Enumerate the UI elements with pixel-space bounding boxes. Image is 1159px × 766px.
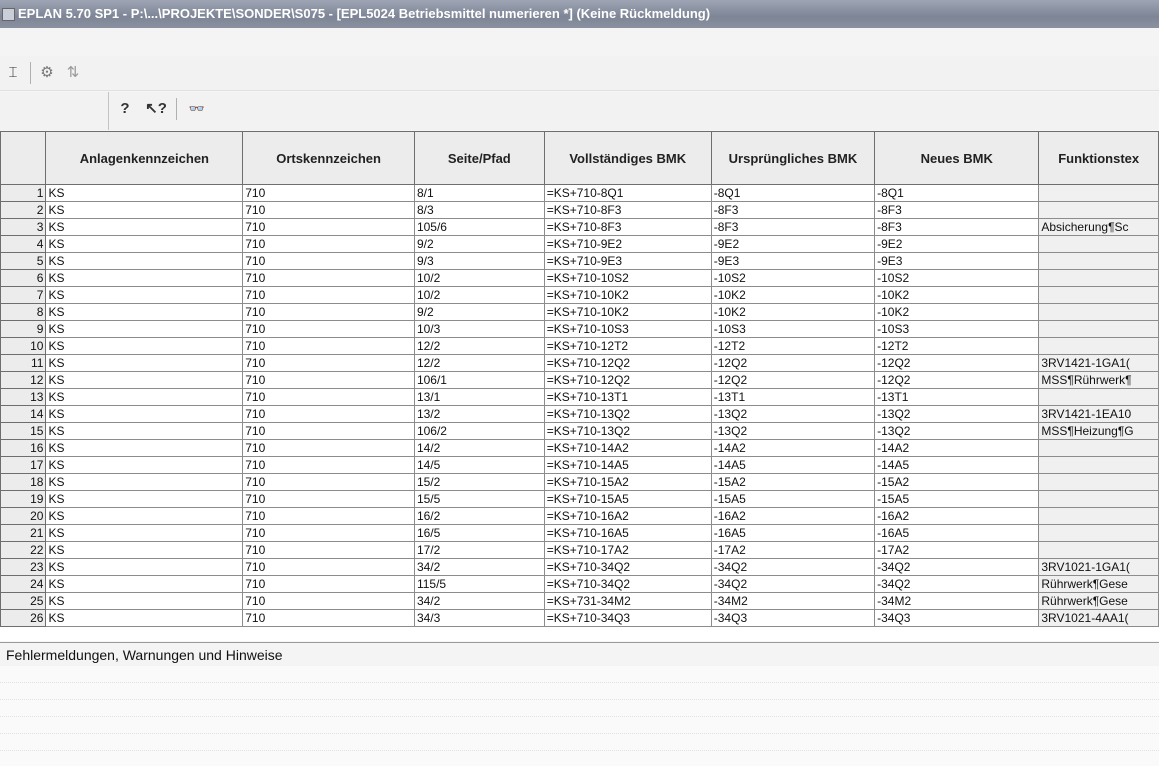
cell-voll[interactable]: =KS+710-10S3	[544, 321, 711, 338]
cell-urspr[interactable]: -10S3	[711, 321, 874, 338]
column-header-voll[interactable]: Vollständiges BMK	[544, 132, 711, 185]
cell-voll[interactable]: =KS+710-34Q3	[544, 610, 711, 627]
cell-anlage[interactable]: KS	[46, 338, 243, 355]
cell-ort[interactable]: 710	[243, 457, 415, 474]
cell-anlage[interactable]: KS	[46, 525, 243, 542]
cell-urspr[interactable]: -14A2	[711, 440, 874, 457]
cell-voll[interactable]: =KS+710-8F3	[544, 219, 711, 236]
cell-voll[interactable]: =KS+710-10K2	[544, 304, 711, 321]
cell-voll[interactable]: =KS+710-9E2	[544, 236, 711, 253]
row-number[interactable]: 10	[1, 338, 46, 355]
cell-seite[interactable]: 16/5	[414, 525, 544, 542]
cell-voll[interactable]: =KS+710-12T2	[544, 338, 711, 355]
cell-func[interactable]: Absicherung¶Sc	[1039, 219, 1159, 236]
cell-neu[interactable]: -8F3	[875, 219, 1039, 236]
column-header-ort[interactable]: Ortskennzeichen	[243, 132, 415, 185]
cell-func[interactable]	[1039, 185, 1159, 202]
cell-anlage[interactable]: KS	[46, 593, 243, 610]
row-number[interactable]: 2	[1, 202, 46, 219]
cell-seite[interactable]: 106/1	[414, 372, 544, 389]
cell-urspr[interactable]: -10K2	[711, 287, 874, 304]
cell-voll[interactable]: =KS+710-15A5	[544, 491, 711, 508]
cell-anlage[interactable]: KS	[46, 304, 243, 321]
cell-voll[interactable]: =KS+710-12Q2	[544, 372, 711, 389]
cell-urspr[interactable]: -34Q3	[711, 610, 874, 627]
cell-anlage[interactable]: KS	[46, 372, 243, 389]
table-row[interactable]	[1, 508, 1159, 525]
column-header-func[interactable]: Funktionstex	[1039, 132, 1159, 185]
column-header-seite[interactable]: Seite/Pfad	[414, 132, 544, 185]
cell-anlage[interactable]: KS	[46, 236, 243, 253]
cell-anlage[interactable]: KS	[46, 440, 243, 457]
row-number[interactable]: 1	[1, 185, 46, 202]
menu-bar	[0, 28, 1159, 56]
cell-voll[interactable]: =KS+710-17A2	[544, 542, 711, 559]
cell-urspr[interactable]: -15A2	[711, 474, 874, 491]
row-number[interactable]: 5	[1, 253, 46, 270]
cell-func[interactable]: MSS¶Heizung¶G	[1039, 423, 1159, 440]
cell-anlage[interactable]: KS	[46, 406, 243, 423]
cell-ort[interactable]: 710	[243, 576, 415, 593]
table-row[interactable]	[1, 576, 1159, 593]
cell-neu[interactable]: -14A2	[875, 440, 1039, 457]
table-row[interactable]	[1, 338, 1159, 355]
cell-anlage[interactable]: KS	[46, 559, 243, 576]
cell-voll[interactable]: =KS+710-8F3	[544, 202, 711, 219]
row-number[interactable]: 11	[1, 355, 46, 372]
cell-ort[interactable]: 710	[243, 338, 415, 355]
cell-voll[interactable]: =KS+710-13Q2	[544, 406, 711, 423]
cell-seite[interactable]: 9/2	[414, 236, 544, 253]
cell-func[interactable]: MSS¶Rührwerk¶	[1039, 372, 1159, 389]
row-number[interactable]: 7	[1, 287, 46, 304]
cell-ort[interactable]: 710	[243, 440, 415, 457]
cell-neu[interactable]: -10K2	[875, 287, 1039, 304]
cell-neu[interactable]: -17A2	[875, 542, 1039, 559]
cell-seite[interactable]: 12/2	[414, 338, 544, 355]
table-row[interactable]	[1, 270, 1159, 287]
table-row[interactable]	[1, 219, 1159, 236]
cell-seite[interactable]: 14/5	[414, 457, 544, 474]
cell-seite[interactable]: 8/3	[414, 202, 544, 219]
cell-voll[interactable]: =KS+710-14A2	[544, 440, 711, 457]
window-titlebar	[0, 0, 1159, 28]
cell-seite[interactable]: 16/2	[414, 508, 544, 525]
cell-func[interactable]	[1039, 321, 1159, 338]
table-row[interactable]	[1, 491, 1159, 508]
cell-seite[interactable]: 13/2	[414, 406, 544, 423]
table-row[interactable]	[1, 542, 1159, 559]
cell-neu[interactable]: -34M2	[875, 593, 1039, 610]
cell-anlage[interactable]: KS	[46, 253, 243, 270]
toolbar-top	[0, 56, 1159, 91]
cell-neu[interactable]: -16A5	[875, 525, 1039, 542]
cell-anlage[interactable]: KS	[46, 508, 243, 525]
table-row[interactable]	[1, 423, 1159, 440]
cell-func[interactable]	[1039, 542, 1159, 559]
cell-ort[interactable]: 710	[243, 423, 415, 440]
cell-urspr[interactable]: -15A5	[711, 491, 874, 508]
bmk-table	[0, 131, 1159, 627]
row-number[interactable]: 16	[1, 440, 46, 457]
cell-voll[interactable]: =KS+710-12Q2	[544, 355, 711, 372]
cell-voll[interactable]: =KS+710-9E3	[544, 253, 711, 270]
row-number[interactable]: 22	[1, 542, 46, 559]
row-number[interactable]: 18	[1, 474, 46, 491]
cell-voll[interactable]: =KS+710-10K2	[544, 287, 711, 304]
row-number[interactable]: 19	[1, 491, 46, 508]
cell-seite[interactable]: 8/1	[414, 185, 544, 202]
cell-func[interactable]	[1039, 304, 1159, 321]
cell-neu[interactable]: -9E2	[875, 236, 1039, 253]
cell-func[interactable]	[1039, 338, 1159, 355]
cell-ort[interactable]: 710	[243, 304, 415, 321]
cell-urspr[interactable]: -13T1	[711, 389, 874, 406]
toolbar-group-edge	[108, 92, 109, 130]
cell-func[interactable]	[1039, 474, 1159, 491]
cell-voll[interactable]: =KS+710-8Q1	[544, 185, 711, 202]
column-header-neu[interactable]: Neues BMK	[875, 132, 1039, 185]
cell-seite[interactable]: 10/2	[414, 287, 544, 304]
cell-func[interactable]: 3RV1021-4AA1(	[1039, 610, 1159, 627]
row-number[interactable]: 3	[1, 219, 46, 236]
cell-func[interactable]	[1039, 236, 1159, 253]
message-line	[0, 717, 1159, 734]
cell-seite[interactable]: 10/3	[414, 321, 544, 338]
cell-voll[interactable]: =KS+710-15A2	[544, 474, 711, 491]
cell-neu[interactable]: -8Q1	[875, 185, 1039, 202]
cell-urspr[interactable]: -12Q2	[711, 372, 874, 389]
cell-neu[interactable]: -13Q2	[875, 423, 1039, 440]
row-number[interactable]: 17	[1, 457, 46, 474]
cell-neu[interactable]: -8F3	[875, 202, 1039, 219]
table-row[interactable]	[1, 321, 1159, 338]
cell-ort[interactable]: 710	[243, 610, 415, 627]
cell-voll[interactable]: =KS+731-34M2	[544, 593, 711, 610]
cell-func[interactable]	[1039, 491, 1159, 508]
cell-ort[interactable]: 710	[243, 219, 415, 236]
cell-neu[interactable]: -34Q3	[875, 610, 1039, 627]
table-row[interactable]	[1, 185, 1159, 202]
cell-seite[interactable]: 17/2	[414, 542, 544, 559]
row-number[interactable]: 21	[1, 525, 46, 542]
cell-seite[interactable]: 9/3	[414, 253, 544, 270]
cell-urspr[interactable]: -9E3	[711, 253, 874, 270]
help-icon[interactable]: ?	[120, 100, 130, 117]
message-line	[0, 683, 1159, 700]
cell-func[interactable]	[1039, 270, 1159, 287]
cell-urspr[interactable]: -34M2	[711, 593, 874, 610]
cell-anlage[interactable]: KS	[46, 270, 243, 287]
cell-anlage[interactable]: KS	[46, 457, 243, 474]
table-row[interactable]	[1, 389, 1159, 406]
cell-ort[interactable]: 710	[243, 236, 415, 253]
cell-anlage[interactable]: KS	[46, 219, 243, 236]
cell-ort[interactable]: 710	[243, 270, 415, 287]
cell-seite[interactable]: 105/6	[414, 219, 544, 236]
cell-voll[interactable]: =KS+710-34Q2	[544, 576, 711, 593]
cell-func[interactable]	[1039, 253, 1159, 270]
cell-voll[interactable]: =KS+710-34Q2	[544, 559, 711, 576]
cell-func[interactable]	[1039, 389, 1159, 406]
messages-label: Fehlermeldungen, Warnungen und Hinweise	[6, 647, 283, 663]
cell-anlage[interactable]: KS	[46, 474, 243, 491]
cell-seite[interactable]: 115/5	[414, 576, 544, 593]
row-number[interactable]: 20	[1, 508, 46, 525]
message-line	[0, 734, 1159, 751]
cell-func[interactable]: 3RV1421-1GA1(	[1039, 355, 1159, 372]
row-number[interactable]: 9	[1, 321, 46, 338]
table-row[interactable]	[1, 474, 1159, 491]
message-line	[0, 700, 1159, 717]
cell-ort[interactable]: 710	[243, 287, 415, 304]
context-help-icon[interactable]: ↖?	[145, 100, 167, 117]
cell-func[interactable]	[1039, 202, 1159, 219]
cell-voll[interactable]: =KS+710-13Q2	[544, 423, 711, 440]
window-title: EPLAN 5.70 SP1 - P:\...\PROJEKTE\SONDER\S075 - [EPL5024 Betriebsmittel numerieren *] (Keine Rückmeldung)	[18, 6, 711, 21]
cell-seite[interactable]: 34/3	[414, 610, 544, 627]
table-row[interactable]	[1, 202, 1159, 219]
table-row[interactable]	[1, 559, 1159, 576]
cell-func[interactable]	[1039, 508, 1159, 525]
cell-anlage[interactable]: KS	[46, 355, 243, 372]
cell-voll[interactable]: =KS+710-13T1	[544, 389, 711, 406]
cell-seite[interactable]: 14/2	[414, 440, 544, 457]
message-line	[0, 666, 1159, 683]
cell-ort[interactable]: 710	[243, 185, 415, 202]
table-row[interactable]	[1, 593, 1159, 610]
cell-neu[interactable]: -9E3	[875, 253, 1039, 270]
cell-seite[interactable]: 15/5	[414, 491, 544, 508]
cell-neu[interactable]: -34Q2	[875, 576, 1039, 593]
cell-seite[interactable]: 9/2	[414, 304, 544, 321]
cell-neu[interactable]: -16A2	[875, 508, 1039, 525]
cell-ort[interactable]: 710	[243, 355, 415, 372]
toolbar-separator	[30, 62, 31, 84]
toolbar-help	[0, 92, 1159, 130]
table-row[interactable]	[1, 236, 1159, 253]
app-icon	[2, 8, 15, 21]
cell-neu[interactable]: -15A2	[875, 474, 1039, 491]
cell-voll[interactable]: =KS+710-16A2	[544, 508, 711, 525]
cell-neu[interactable]: -13Q2	[875, 406, 1039, 423]
row-number[interactable]: 14	[1, 406, 46, 423]
row-number[interactable]: 4	[1, 236, 46, 253]
column-layout-icon[interactable]: ⌶	[8, 64, 18, 81]
column-header-urspr[interactable]: Ursprüngliches BMK	[711, 132, 874, 185]
row-number[interactable]: 25	[1, 593, 46, 610]
cell-ort[interactable]: 710	[243, 321, 415, 338]
messages-panel-header	[0, 642, 1159, 666]
cell-urspr[interactable]: -13Q2	[711, 423, 874, 440]
row-number[interactable]: 13	[1, 389, 46, 406]
table-header-row	[1, 132, 1159, 185]
cell-ort[interactable]: 710	[243, 508, 415, 525]
cell-voll[interactable]: =KS+710-10S2	[544, 270, 711, 287]
table-row[interactable]	[1, 253, 1159, 270]
cell-voll[interactable]: =KS+710-16A5	[544, 525, 711, 542]
cell-neu[interactable]: -12Q2	[875, 372, 1039, 389]
cell-anlage[interactable]: KS	[46, 423, 243, 440]
cell-anlage[interactable]: KS	[46, 321, 243, 338]
cell-anlage[interactable]: KS	[46, 491, 243, 508]
cell-urspr[interactable]: -14A5	[711, 457, 874, 474]
cell-anlage[interactable]: KS	[46, 610, 243, 627]
cell-seite[interactable]: 12/2	[414, 355, 544, 372]
cell-urspr[interactable]: -16A2	[711, 508, 874, 525]
cell-func[interactable]	[1039, 440, 1159, 457]
row-number[interactable]: 8	[1, 304, 46, 321]
cell-seite[interactable]: 106/2	[414, 423, 544, 440]
cell-urspr[interactable]: -8F3	[711, 202, 874, 219]
cell-seite[interactable]: 34/2	[414, 593, 544, 610]
table-row[interactable]	[1, 457, 1159, 474]
cell-neu[interactable]: -14A5	[875, 457, 1039, 474]
table-row[interactable]	[1, 372, 1159, 389]
cell-ort[interactable]: 710	[243, 491, 415, 508]
table-row[interactable]	[1, 440, 1159, 457]
cell-urspr[interactable]: -9E2	[711, 236, 874, 253]
cell-anlage[interactable]: KS	[46, 287, 243, 304]
cell-neu[interactable]: -13T1	[875, 389, 1039, 406]
cell-neu[interactable]: -12T2	[875, 338, 1039, 355]
table-row[interactable]	[1, 406, 1159, 423]
cell-anlage[interactable]: KS	[46, 202, 243, 219]
cell-urspr[interactable]: -17A2	[711, 542, 874, 559]
cell-ort[interactable]: 710	[243, 474, 415, 491]
cell-urspr[interactable]: -12T2	[711, 338, 874, 355]
row-number[interactable]: 23	[1, 559, 46, 576]
cell-func[interactable]: 3RV1421-1EA10	[1039, 406, 1159, 423]
table-row[interactable]	[1, 304, 1159, 321]
cell-func[interactable]: 3RV1021-1GA1(	[1039, 559, 1159, 576]
row-number[interactable]: 15	[1, 423, 46, 440]
cell-neu[interactable]: -12Q2	[875, 355, 1039, 372]
cell-neu[interactable]: -15A5	[875, 491, 1039, 508]
cell-ort[interactable]: 710	[243, 202, 415, 219]
cell-neu[interactable]: -10S2	[875, 270, 1039, 287]
cell-ort[interactable]: 710	[243, 542, 415, 559]
table-body	[1, 185, 1159, 627]
cell-urspr[interactable]: -10S2	[711, 270, 874, 287]
cell-voll[interactable]: =KS+710-14A5	[544, 457, 711, 474]
cell-ort[interactable]: 710	[243, 253, 415, 270]
row-number[interactable]: 26	[1, 610, 46, 627]
cell-neu[interactable]: -34Q2	[875, 559, 1039, 576]
cell-seite[interactable]: 13/1	[414, 389, 544, 406]
cell-func[interactable]: Rührwerk¶Gese	[1039, 593, 1159, 610]
find-icon[interactable]: 👓	[188, 101, 206, 116]
table-row[interactable]	[1, 525, 1159, 542]
cell-urspr[interactable]: -8F3	[711, 219, 874, 236]
row-number[interactable]: 24	[1, 576, 46, 593]
cell-ort[interactable]: 710	[243, 559, 415, 576]
cell-ort[interactable]: 710	[243, 406, 415, 423]
sort-icon[interactable]: ⇅	[66, 64, 80, 81]
cell-urspr[interactable]: -12Q2	[711, 355, 874, 372]
cell-urspr[interactable]: -10K2	[711, 304, 874, 321]
cell-ort[interactable]: 710	[243, 593, 415, 610]
cell-urspr[interactable]: -16A5	[711, 525, 874, 542]
cell-func[interactable]: Rührwerk¶Gese	[1039, 576, 1159, 593]
cell-seite[interactable]: 10/2	[414, 270, 544, 287]
cell-func[interactable]	[1039, 457, 1159, 474]
row-number-header[interactable]	[1, 132, 46, 185]
cell-urspr[interactable]: -34Q2	[711, 559, 874, 576]
row-number[interactable]: 12	[1, 372, 46, 389]
column-header-anlage[interactable]: Anlagenkennzeichen	[46, 132, 243, 185]
cell-neu[interactable]: -10S3	[875, 321, 1039, 338]
cell-ort[interactable]: 710	[243, 389, 415, 406]
cell-urspr[interactable]: -34Q2	[711, 576, 874, 593]
table-row[interactable]	[1, 610, 1159, 627]
toolbar-separator	[176, 98, 177, 120]
cell-func[interactable]	[1039, 525, 1159, 542]
table-row[interactable]	[1, 287, 1159, 304]
row-number[interactable]: 6	[1, 270, 46, 287]
data-grid[interactable]	[0, 131, 1159, 641]
cell-neu[interactable]: -10K2	[875, 304, 1039, 321]
cell-anlage[interactable]: KS	[46, 542, 243, 559]
cell-seite[interactable]: 15/2	[414, 474, 544, 491]
cell-anlage[interactable]: KS	[46, 185, 243, 202]
cell-urspr[interactable]: -8Q1	[711, 185, 874, 202]
cell-anlage[interactable]: KS	[46, 389, 243, 406]
cell-func[interactable]	[1039, 287, 1159, 304]
filter-icon[interactable]: ⚙	[40, 64, 54, 81]
table-row[interactable]	[1, 355, 1159, 372]
cell-urspr[interactable]: -13Q2	[711, 406, 874, 423]
cell-anlage[interactable]: KS	[46, 576, 243, 593]
cell-ort[interactable]: 710	[243, 372, 415, 389]
cell-seite[interactable]: 34/2	[414, 559, 544, 576]
messages-panel[interactable]	[0, 666, 1159, 766]
cell-ort[interactable]: 710	[243, 525, 415, 542]
